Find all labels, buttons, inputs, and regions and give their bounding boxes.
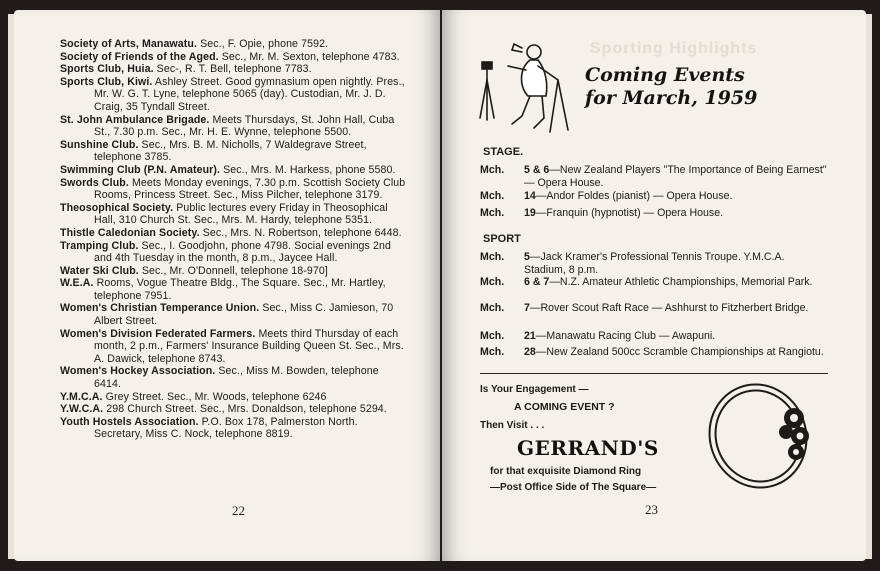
divider-rule xyxy=(480,373,828,374)
event-month: Mch. xyxy=(480,276,505,288)
entry-detail: Sec., Mrs. M. Harkess, phone 5580. xyxy=(223,163,396,176)
entry-name: Sunshine Club. xyxy=(60,138,139,151)
entry-detail: Sec-, R. T. Bell, telephone 7783. xyxy=(156,63,312,76)
entry-name: Sports Club, Kiwi. xyxy=(60,75,153,88)
entry-name: Y.M.C.A. xyxy=(60,390,103,403)
event-text xyxy=(524,164,828,189)
gerrands-brand: GERRAND'S xyxy=(517,436,659,460)
entry-name: Women's Division Federated Farmers. xyxy=(60,327,256,340)
directory-entry xyxy=(60,177,408,202)
entry-name: Society of Friends of the Aged. xyxy=(60,50,219,63)
event-days: 5 xyxy=(524,251,530,263)
entry-detail: Sec., Mrs. B. M. Nicholls, 7 Waldegrave Street, telephone 3785. xyxy=(94,138,367,164)
directory-entry xyxy=(60,63,408,76)
event-text xyxy=(524,251,828,276)
event-description: —N.Z. Amateur Athletic Championships, Memorial Park. xyxy=(549,276,813,288)
page-number-left: 22 xyxy=(232,503,245,518)
event-days: 7 xyxy=(524,302,530,314)
event-row xyxy=(480,330,828,343)
directory-entry xyxy=(60,38,408,51)
directory-entry xyxy=(60,265,408,278)
entry-name: W.E.A. xyxy=(60,277,94,290)
directory-entry xyxy=(60,139,408,164)
event-days: 14 xyxy=(524,190,536,202)
entry-name: Women's Christian Temperance Union. xyxy=(60,302,260,315)
event-text xyxy=(524,330,828,343)
entry-detail: Sec., I. Goodjohn, phone 4798. Social evenings 2nd and 4th Tuesday in the month, 8 p.m., Jaycee Hall. xyxy=(94,239,391,265)
directory-entry xyxy=(60,302,408,327)
event-days: 6 & 7 xyxy=(524,276,550,288)
photographer-illustration xyxy=(478,40,578,140)
event-text xyxy=(524,276,828,289)
entry-detail: Meets Monday evenings, 7.30 p.m. Scottish Society Club Rooms, Princess Street. Sec., Miss Pilcher, telephone 3179. xyxy=(94,176,406,202)
entry-detail: Meets Thursdays, St. John Hall, Cuba St., 7.30 p.m. Sec., Mr. H. E. Wynne, telephone 5500. xyxy=(94,113,395,139)
entry-name: Sports Club, Huia. xyxy=(60,63,154,76)
event-description: —Andor Foldes (pianist) — Opera House. xyxy=(535,190,733,202)
event-row xyxy=(480,276,828,289)
ad-line-1: Is Your Engagement — xyxy=(480,384,589,395)
entry-name: Swords Club. xyxy=(60,176,129,189)
entry-name: Water Ski Club. xyxy=(60,264,139,277)
directory-entry xyxy=(60,328,408,366)
entry-detail: Sec., Mrs. N. Robertson, telephone 6448. xyxy=(202,226,402,239)
entry-name: Women's Hockey Association. xyxy=(60,365,216,378)
entry-name: Swimming Club (P.N. Amateur). xyxy=(60,163,221,176)
ad-line-2: A COMING EVENT ? xyxy=(514,401,615,413)
event-row xyxy=(480,164,828,189)
directory-entry xyxy=(60,227,408,240)
faded-show-through-text: Sporting Highlights xyxy=(590,40,758,57)
directory-entry xyxy=(60,114,408,139)
entry-detail: Sec., Miss C. Jamieson, 70 Albert Street. xyxy=(94,302,394,328)
directory-entry xyxy=(60,416,408,441)
directory-entry xyxy=(60,164,408,177)
entry-detail: Sec., Mr. O'Donnell, telephone 18-970] xyxy=(141,264,328,277)
event-month: Mch. xyxy=(480,346,505,358)
event-description: —New Zealand 500cc Scramble Championships at Rangiotu. xyxy=(535,346,824,358)
society-directory xyxy=(60,38,408,441)
event-text xyxy=(524,207,828,220)
diamond-ring-illustration xyxy=(700,378,830,496)
entry-detail: Sec., Miss M. Bowden, telephone 6414. xyxy=(94,365,379,391)
event-text xyxy=(524,346,828,359)
event-days: 21 xyxy=(524,330,536,342)
coming-events-title xyxy=(585,64,757,110)
directory-entry xyxy=(60,391,408,404)
entry-detail: 298 Church Street. Sec., Mrs. Donaldson, telephone 5294. xyxy=(106,403,387,416)
entry-name: Youth Hostels Association. xyxy=(60,415,199,428)
title-line-1: Coming Events xyxy=(585,64,745,86)
entry-detail: Ashley Street. Good gymnasium open nightly. Pres., Mr. W. G. T. Lyne, telephone 5065 (day). Custodian, Mr. J. D. Craig, 35 Tyndall Street. xyxy=(94,75,405,113)
ad-line-5: —Post Office Side of The Square— xyxy=(490,482,657,493)
event-month: Mch. xyxy=(480,251,505,263)
page-number-right: 23 xyxy=(645,502,658,517)
directory-entry xyxy=(60,51,408,64)
event-description: —Franquin (hypnotist) — Opera House. xyxy=(535,207,724,219)
entry-name: Thistle Caledonian Society. xyxy=(60,226,200,239)
entry-detail: P.O. Box 178, Palmerston North. Secretary, Miss C. Nock, telephone 8819. xyxy=(94,415,358,441)
event-days: 28 xyxy=(524,346,536,358)
entry-detail: Grey Street. Sec., Mr. Woods, telephone 6246 xyxy=(105,390,327,403)
entry-detail: Sec., F. Opie, phone 7592. xyxy=(200,38,329,50)
event-description: —Rover Scout Raft Race — Ashhurst to Fitzherbert Bridge. xyxy=(529,302,809,314)
sport-heading: SPORT xyxy=(483,233,521,245)
title-line-2: for March, 1959 xyxy=(585,87,758,109)
entry-detail: Meets third Thursday of each month, 2 p.m., Farmers' Insurance Building Queen St. Sec., Mrs. A. Dawick, telephone 8743. xyxy=(94,327,404,365)
stage-heading: STAGE. xyxy=(483,146,524,158)
entry-name: Theosophical Society. xyxy=(60,201,174,214)
entry-name: Y.W.C.A. xyxy=(60,403,104,416)
event-month: Mch. xyxy=(480,330,505,342)
event-row xyxy=(480,346,828,359)
event-text xyxy=(524,302,828,315)
event-text xyxy=(524,190,828,203)
ad-line-3: Then Visit . . . xyxy=(480,420,545,431)
entry-detail: Sec., Mr. M. Sexton, telephone 4783. xyxy=(221,50,400,63)
directory-entry xyxy=(60,76,408,114)
entry-detail: Public lectures every Friday in Theosophical Hall, 310 Church St. Sec., Mrs. M. Hardy, telephone 5351. xyxy=(94,201,388,227)
event-description: —New Zealand Players "The Importance of Being Earnest" — Opera House. xyxy=(524,164,827,189)
directory-entry xyxy=(60,403,408,416)
event-month: Mch. xyxy=(480,207,505,219)
event-row xyxy=(480,207,828,220)
event-days: 5 & 6 xyxy=(524,164,550,176)
entry-name: Society of Arts, Manawatu. xyxy=(60,38,198,50)
event-description: —Manawatu Racing Club — Awapuni. xyxy=(535,330,716,342)
event-month: Mch. xyxy=(480,302,505,314)
directory-entry xyxy=(60,202,408,227)
event-row xyxy=(480,190,828,203)
event-row xyxy=(480,302,828,315)
event-month: Mch. xyxy=(480,164,505,176)
event-days: 19 xyxy=(524,207,536,219)
event-description: —Jack Kramer's Professional Tennis Troupe. Y.M.C.A. Stadium, 8 p.m. xyxy=(524,251,785,276)
directory-entry xyxy=(60,277,408,302)
entry-name: St. John Ambulance Brigade. xyxy=(60,113,210,126)
event-row xyxy=(480,251,828,276)
ad-line-4: for that exquisite Diamond Ring xyxy=(490,466,642,477)
directory-entry xyxy=(60,240,408,265)
directory-entry xyxy=(60,365,408,390)
entry-name: Tramping Club. xyxy=(60,239,139,252)
entry-detail: Rooms, Vogue Theatre Bldg., The Square. Sec., Mr. Hartley, telephone 7951. xyxy=(94,277,386,302)
event-month: Mch. xyxy=(480,190,505,202)
